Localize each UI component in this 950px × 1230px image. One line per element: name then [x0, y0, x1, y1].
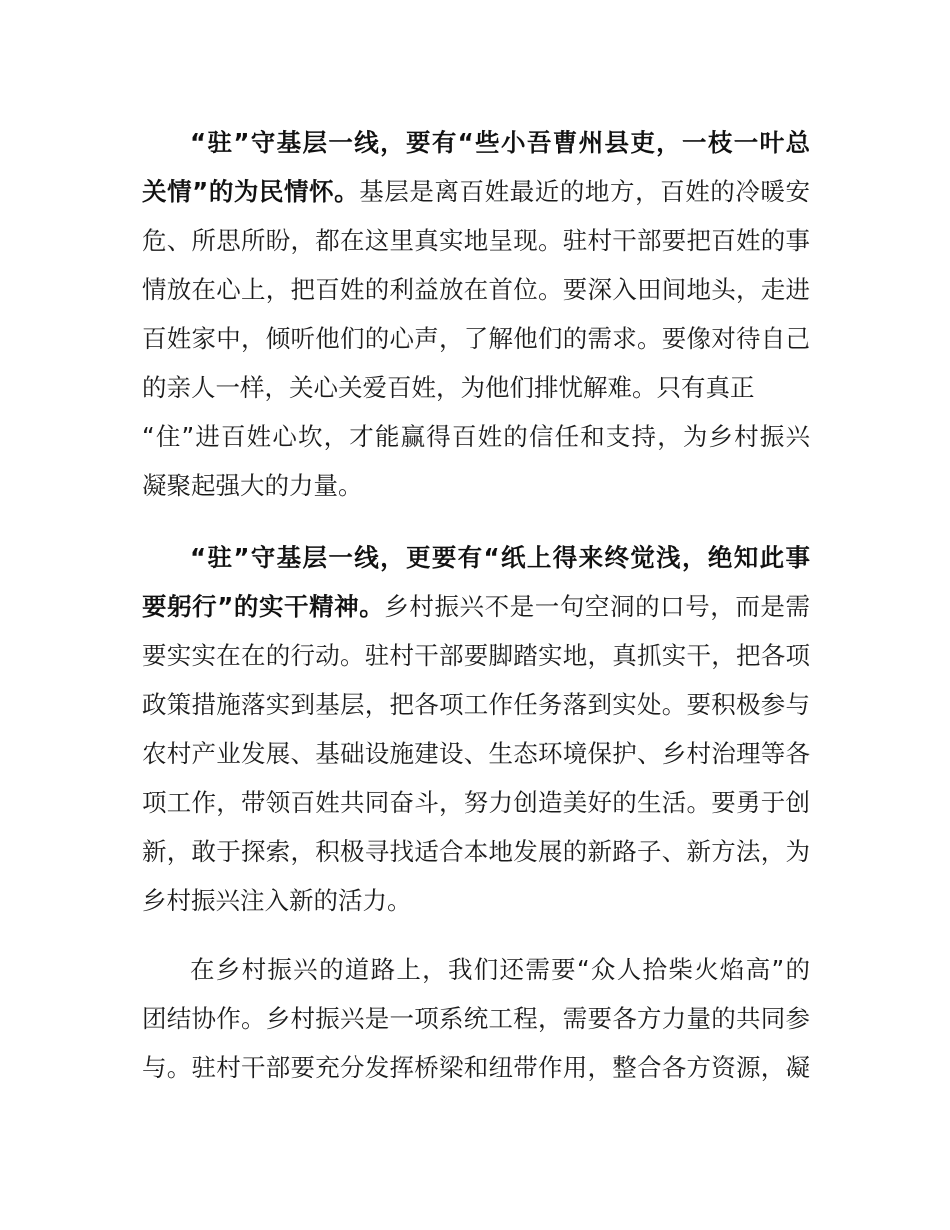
bold-lead: 要躬行”的实干精神。 [142, 592, 385, 621]
body-text: 百姓家中，倾听他们的心声，了解他们的需求。要像对待自己 [142, 324, 810, 353]
paragraph-line [142, 466, 810, 506]
paragraph-line [142, 270, 810, 310]
body-text: “住”进百姓心坎，才能赢得百姓的信任和支持，为乡村振兴 [142, 422, 810, 451]
body-text: 项工作，带领百姓共同奋斗，努力创造美好的生活。要勇于创 [142, 788, 810, 817]
body-text: 与。驻村干部要充分发挥桥梁和纽带作用，整合各方资源，凝 [142, 1053, 810, 1082]
paragraph-line [142, 587, 810, 627]
body-text: 要实实在在的行动。驻村干部要脚踏实地，真抓实干，把各项 [142, 641, 810, 670]
body-text: 在乡村振兴的道路上，我们还需要“众人拾柴火焰高”的 [190, 955, 810, 984]
paragraph-line [142, 999, 810, 1039]
body-text: 凝聚起强大的力量。 [142, 471, 363, 500]
paragraph-line [190, 538, 810, 578]
paragraph-line [142, 417, 810, 457]
paragraph-line [142, 881, 810, 921]
body-text: 新，敢于探索，积极寻找适合本地发展的新路子、新方法，为 [142, 837, 810, 866]
paragraph-line [142, 734, 810, 774]
paragraph-line [142, 221, 810, 261]
paragraph-line [142, 172, 810, 212]
body-text: 政策措施落实到基层，把各项工作任务落到实处。要积极参与 [142, 690, 810, 719]
body-text: 情放在心上，把百姓的利益放在首位。要深入田间地头，走进 [142, 275, 810, 304]
paragraph-line [142, 1048, 810, 1088]
paragraph-line [142, 783, 810, 823]
body-text: 基层是离百姓最近的地方，百姓的冷暖安 [359, 177, 810, 206]
paragraph-line [142, 368, 810, 408]
body-text: 乡村振兴不是一句空洞的口号，而是需 [384, 592, 810, 621]
paragraph-line [142, 319, 810, 359]
body-text: 团结协作。乡村振兴是一项系统工程，需要各方力量的共同参 [142, 1004, 810, 1033]
body-text: 乡村振兴注入新的活力。 [142, 886, 412, 915]
bold-lead: “驻”守基层一线，更要有“纸上得来终觉浅，绝知此事 [190, 543, 810, 572]
body-text: 危、所思所盼，都在这里真实地呈现。驻村干部要把百姓的事 [142, 226, 810, 255]
body-text: 的亲人一样，关心关爱百姓，为他们排忧解难。只有真正 [142, 373, 755, 402]
paragraph-line [142, 636, 810, 676]
paragraph-line [142, 685, 810, 725]
paragraph-line [190, 950, 810, 990]
paragraph-line [142, 832, 810, 872]
bold-lead: 关情”的为民情怀。 [142, 177, 360, 206]
body-text: 农村产业发展、基础设施建设、生态环境保护、乡村治理等各 [142, 739, 810, 768]
bold-lead: “驻”守基层一线，要有“些小吾曹州县吏，一枝一叶总 [190, 128, 810, 157]
paragraph-line [190, 123, 810, 163]
